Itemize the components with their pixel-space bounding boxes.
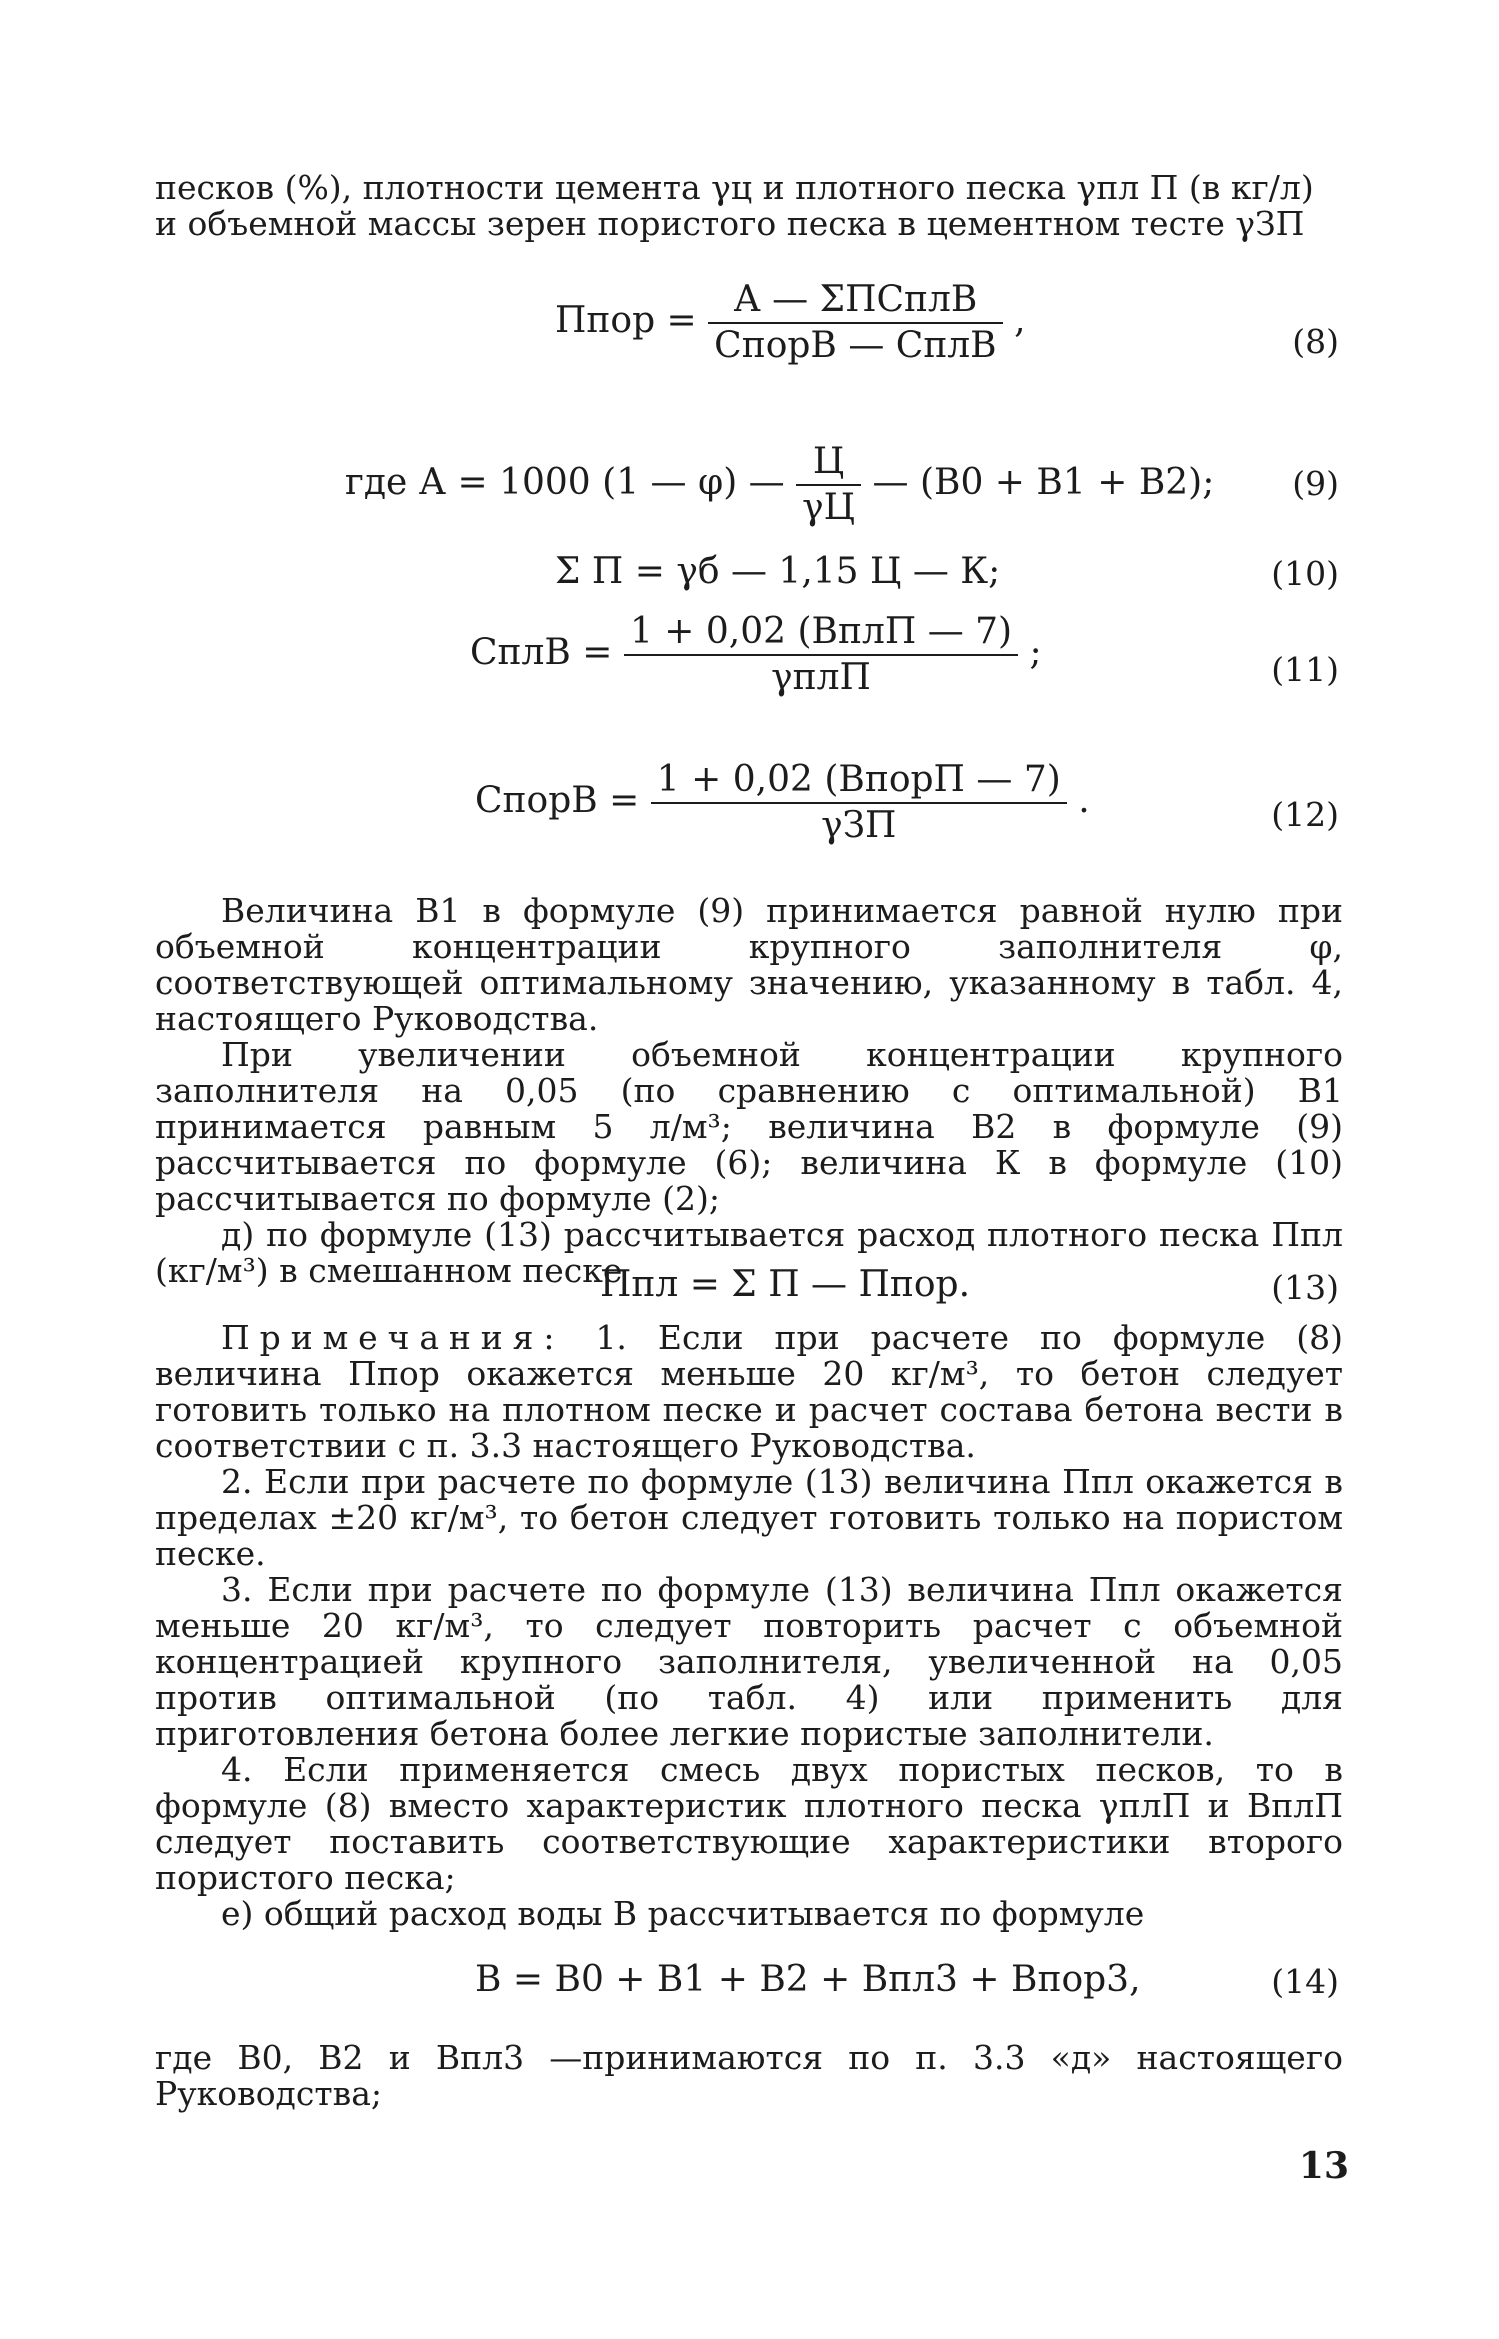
formula-8-numerator: А — ΣПСплВ <box>708 278 1002 324</box>
equation-number-14: (14) <box>1271 1962 1339 2001</box>
note-1-paragraph <box>155 1320 1343 1464</box>
formula-12-denominator: γЗП <box>821 805 897 846</box>
formula-8-tail: , <box>1014 300 1026 341</box>
formula-8-denominator: СпорВ — СплВ <box>714 325 997 366</box>
formula-8 <box>555 278 1026 368</box>
formula-9-denominator: γЦ <box>802 487 856 528</box>
note-4: 4. Если применяется смесь двух пористых песков, то в формуле (8) вместо характеристик плотного песка γплП и ВплП следует поставить соответствующие характеристики второго пористого песка; <box>155 1750 1343 1897</box>
equation-number-9: (9) <box>1292 464 1339 503</box>
intro-line-2: и объемной массы зерен пористого песка в цементном тесте γЗП <box>155 204 1305 243</box>
paragraph-1: Величина В1 в формуле (9) принимается равной нулю при объемной концентрации крупного заполнителя φ, соответствующей оптимальному значению, указанному в табл. 4, настоящего Руководства. <box>155 891 1343 1038</box>
formula-11-tail: ; <box>1029 632 1042 673</box>
formula-9-lhs: где А = 1000 (1 — φ) — <box>345 462 785 503</box>
formula-12-numerator: 1 + 0,02 (ВпорП — 7) <box>651 758 1067 804</box>
note-1: 1. Если при расчете по формуле (8) величина Ппор окажется меньше 20 кг/м³, то бетон следует готовить только на плотном песке и расчет состава бетона вести в соответствии с п. 3.3 настоящего Руководства. <box>155 1318 1343 1465</box>
notes <box>155 1320 1343 1932</box>
formula-13: Ппл = Σ П — Ппор. <box>600 1264 971 1305</box>
formula-12 <box>475 758 1090 848</box>
page-number: 13 <box>1298 2145 1349 2187</box>
equation-number-11: (11) <box>1271 650 1339 689</box>
notes-label: Примечания: <box>221 1318 565 1357</box>
paragraph-3: д) по формуле (13) рассчитывается расход плотного песка Ппл (кг/м³) в смешанном песке <box>155 1215 1343 1290</box>
formula-11 <box>470 610 1042 700</box>
formula-11-fraction <box>624 610 1018 700</box>
formula-8-fraction <box>708 278 1002 368</box>
note-3: 3. Если при расчете по формуле (13) величина Ппл окажется меньше 20 кг/м³, то следует повторить расчет с объемной концентрацией крупного заполнителя, увеличенной на 0,05 против оптимальной (по табл. 4) или применить для приготовления бетона более легкие пористые заполнители. <box>155 1570 1343 1753</box>
formula-10: Σ П = γб — 1,15 Ц — К; <box>555 551 1001 592</box>
formula-11-denominator: γплП <box>771 657 871 698</box>
body-text-2 <box>155 2040 1343 2112</box>
equation-number-13: (13) <box>1271 1268 1339 1307</box>
intro-line-1: песков (%), плотности цемента γц и плотного песка γпл П (в кг/л) <box>155 168 1314 207</box>
formula-11-lhs: СплВ = <box>470 632 613 673</box>
formula-9-numerator: Ц <box>796 440 861 486</box>
intro-text <box>155 170 1343 242</box>
paragraph-5: где В0, В2 и Впл3 —принимаются по п. 3.3 «д» настоящего Руководства; <box>155 2038 1343 2113</box>
formula-9-rhs: — (В0 + В1 + В2); <box>872 462 1215 503</box>
formula-12-fraction <box>651 758 1067 848</box>
body-text-1 <box>155 893 1343 1289</box>
formula-11-numerator: 1 + 0,02 (ВплП — 7) <box>624 610 1018 656</box>
formula-12-tail: . <box>1078 780 1090 821</box>
equation-number-12: (12) <box>1271 795 1339 834</box>
note-2: 2. Если при расчете по формуле (13) величина Ппл окажется в пределах ±20 кг/м³, то бетон следует готовить только на пористом песке. <box>155 1462 1343 1573</box>
formula-14: В = В0 + В1 + В2 + Впл3 + Впор3, <box>475 1959 1141 2000</box>
formula-9 <box>345 440 1214 530</box>
equation-number-10: (10) <box>1271 554 1339 593</box>
equation-number-8: (8) <box>1292 322 1339 361</box>
formula-8-lhs: Ппор = <box>555 300 697 341</box>
paragraph-2: При увеличении объемной концентрации крупного заполнителя на 0,05 (по сравнению с оптимальной) В1 принимается равным 5 л/м³; величина В2 в формуле (9) рассчитывается по формуле (6); величина К в формуле (10) рассчитывается по формуле (2); <box>155 1035 1343 1218</box>
formula-9-fraction <box>796 440 861 530</box>
formula-12-lhs: СпорВ = <box>475 780 640 821</box>
paragraph-4: е) общий расход воды В рассчитывается по формуле <box>221 1894 1145 1933</box>
